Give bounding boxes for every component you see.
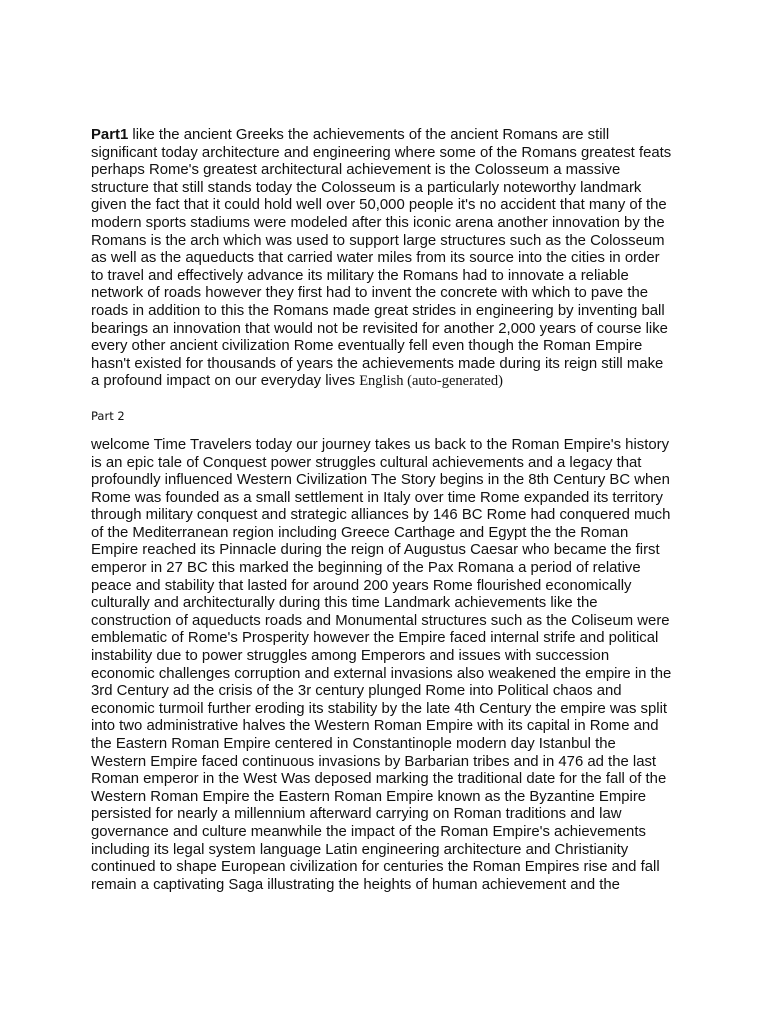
text-line: economic turmoil further eroding its stability by the late 4th Century the empire was split — [91, 700, 668, 717]
text-line: peace and stability that lasted for around 200 years Rome flourished economically — [91, 577, 632, 594]
text-line: as well as the aqueducts that carried water miles from its source into the cities in order — [91, 250, 660, 267]
text-line: roads in addition to this the Romans made great strides in engineering by inventing ball — [91, 302, 665, 319]
text-line: significant today architecture and engineering where some of the Romans greatest feats — [91, 144, 672, 161]
text-line: construction of aqueducts roads and Monumental structures such as the Coliseum were — [91, 612, 670, 629]
text-line: given the fact that it could hold well over 50,000 people it's no accident that many of the — [91, 197, 667, 214]
text-line: persisted for nearly a millennium afterward carrying on Roman traditions and law — [91, 806, 622, 823]
text-line: welcome Time Travelers today our journey takes us back to the Roman Empire's history — [91, 436, 670, 453]
text-line: including its legal system language Latin engineering architecture and Christianity — [91, 841, 629, 858]
text-line: the Eastern Roman Empire centered in Constantinople modern day Istanbul the — [91, 736, 616, 752]
text-line: economic challenges corruption and external invasions also weakened the empire in the — [91, 665, 672, 682]
part1-paragraph — [91, 127, 691, 391]
text-line: into two administrative halves the Western Roman Empire with its capital in Rome and — [91, 718, 659, 735]
text-line: modern sports stadiums were modeled after this iconic arena another innovation by the — [91, 214, 665, 231]
text-line: governance and culture meanwhile the impact of the Roman Empire's achievements — [91, 823, 646, 840]
text-line: hasn't existed for thousands of years the achievements made during its reign still make — [91, 355, 664, 372]
text-line: emblematic of Rome's Prosperity however the Empire faced internal strife and political — [91, 630, 659, 647]
text-line: of the Mediterranean region including Greece Carthage and Egypt the the Roman — [91, 524, 629, 541]
text-line: Western Empire faced continuous invasions by Barbarian tribes and in 476 ad the last — [91, 753, 657, 770]
part2-paragraph — [91, 437, 691, 894]
part1-label: Part1 — [91, 127, 129, 143]
text-line: network of roads however they first had to invent the concrete with which to pave the — [91, 285, 649, 302]
text-line: Romans is the arch which was used to support large structures such as the Colosseum — [91, 232, 665, 249]
text-line: Rome was founded as a small settlement in Italy over time Rome expanded its territory — [91, 489, 663, 506]
text-line: a profound impact on our everyday lives English (auto-generated) — [91, 373, 503, 390]
part2-heading: Part 2 — [91, 408, 125, 423]
text-line: bearings an innovation that would not be revisited for another 2,000 years of course like — [91, 320, 668, 337]
text-line: Roman emperor in the West Was deposed marking the traditional date for the fall of the — [91, 771, 667, 788]
text-line: every other ancient civilization Rome eventually fell even though the Roman Empire — [91, 338, 643, 355]
caption-language-tag: English (auto-generated) — [359, 373, 503, 390]
text-line: remain a captivating Saga illustrating the heights of human achievement and the — [91, 876, 620, 893]
text-line: emperor in 27 BC this marked the beginning of the Pax Romana a period of relative — [91, 560, 641, 577]
text-line: Empire reached its Pinnacle during the reign of Augustus Caesar who became the first — [91, 542, 660, 559]
text-line: culturally and architecturally during this time Landmark achievements like the — [91, 595, 598, 612]
text-line: continued to shape European civilization for centuries the Roman Empires rise and fall — [91, 859, 660, 876]
text-line: is an epic tale of Conquest power struggles cultural achievements and a legacy that — [91, 454, 642, 471]
text-line: Part1 like the ancient Greeks the achievements of the ancient Romans are still — [91, 127, 610, 143]
text-line: structure that still stands today the Colosseum is a particularly noteworthy landmark — [91, 179, 642, 196]
text-line: profoundly influenced Western Civilization The Story begins in the 8th Century BC when — [91, 472, 670, 489]
text-line: instability due to power struggles among Emperors and issues with succession — [91, 648, 610, 665]
text-line: through military conquest and strategic alliances by 146 BC Rome had conquered much — [91, 507, 671, 524]
text-line: perhaps Rome's greatest architectural achievement is the Colosseum a massive — [91, 162, 621, 179]
document-page — [91, 127, 691, 894]
text-line: 3rd Century ad the crisis of the 3r century plunged Rome into Political chaos and — [91, 683, 622, 700]
text-line: Western Roman Empire the Eastern Roman Empire known as the Byzantine Empire — [91, 788, 647, 805]
text-line: to travel and effectively advance its military the Romans had to innovate a reliable — [91, 267, 629, 284]
